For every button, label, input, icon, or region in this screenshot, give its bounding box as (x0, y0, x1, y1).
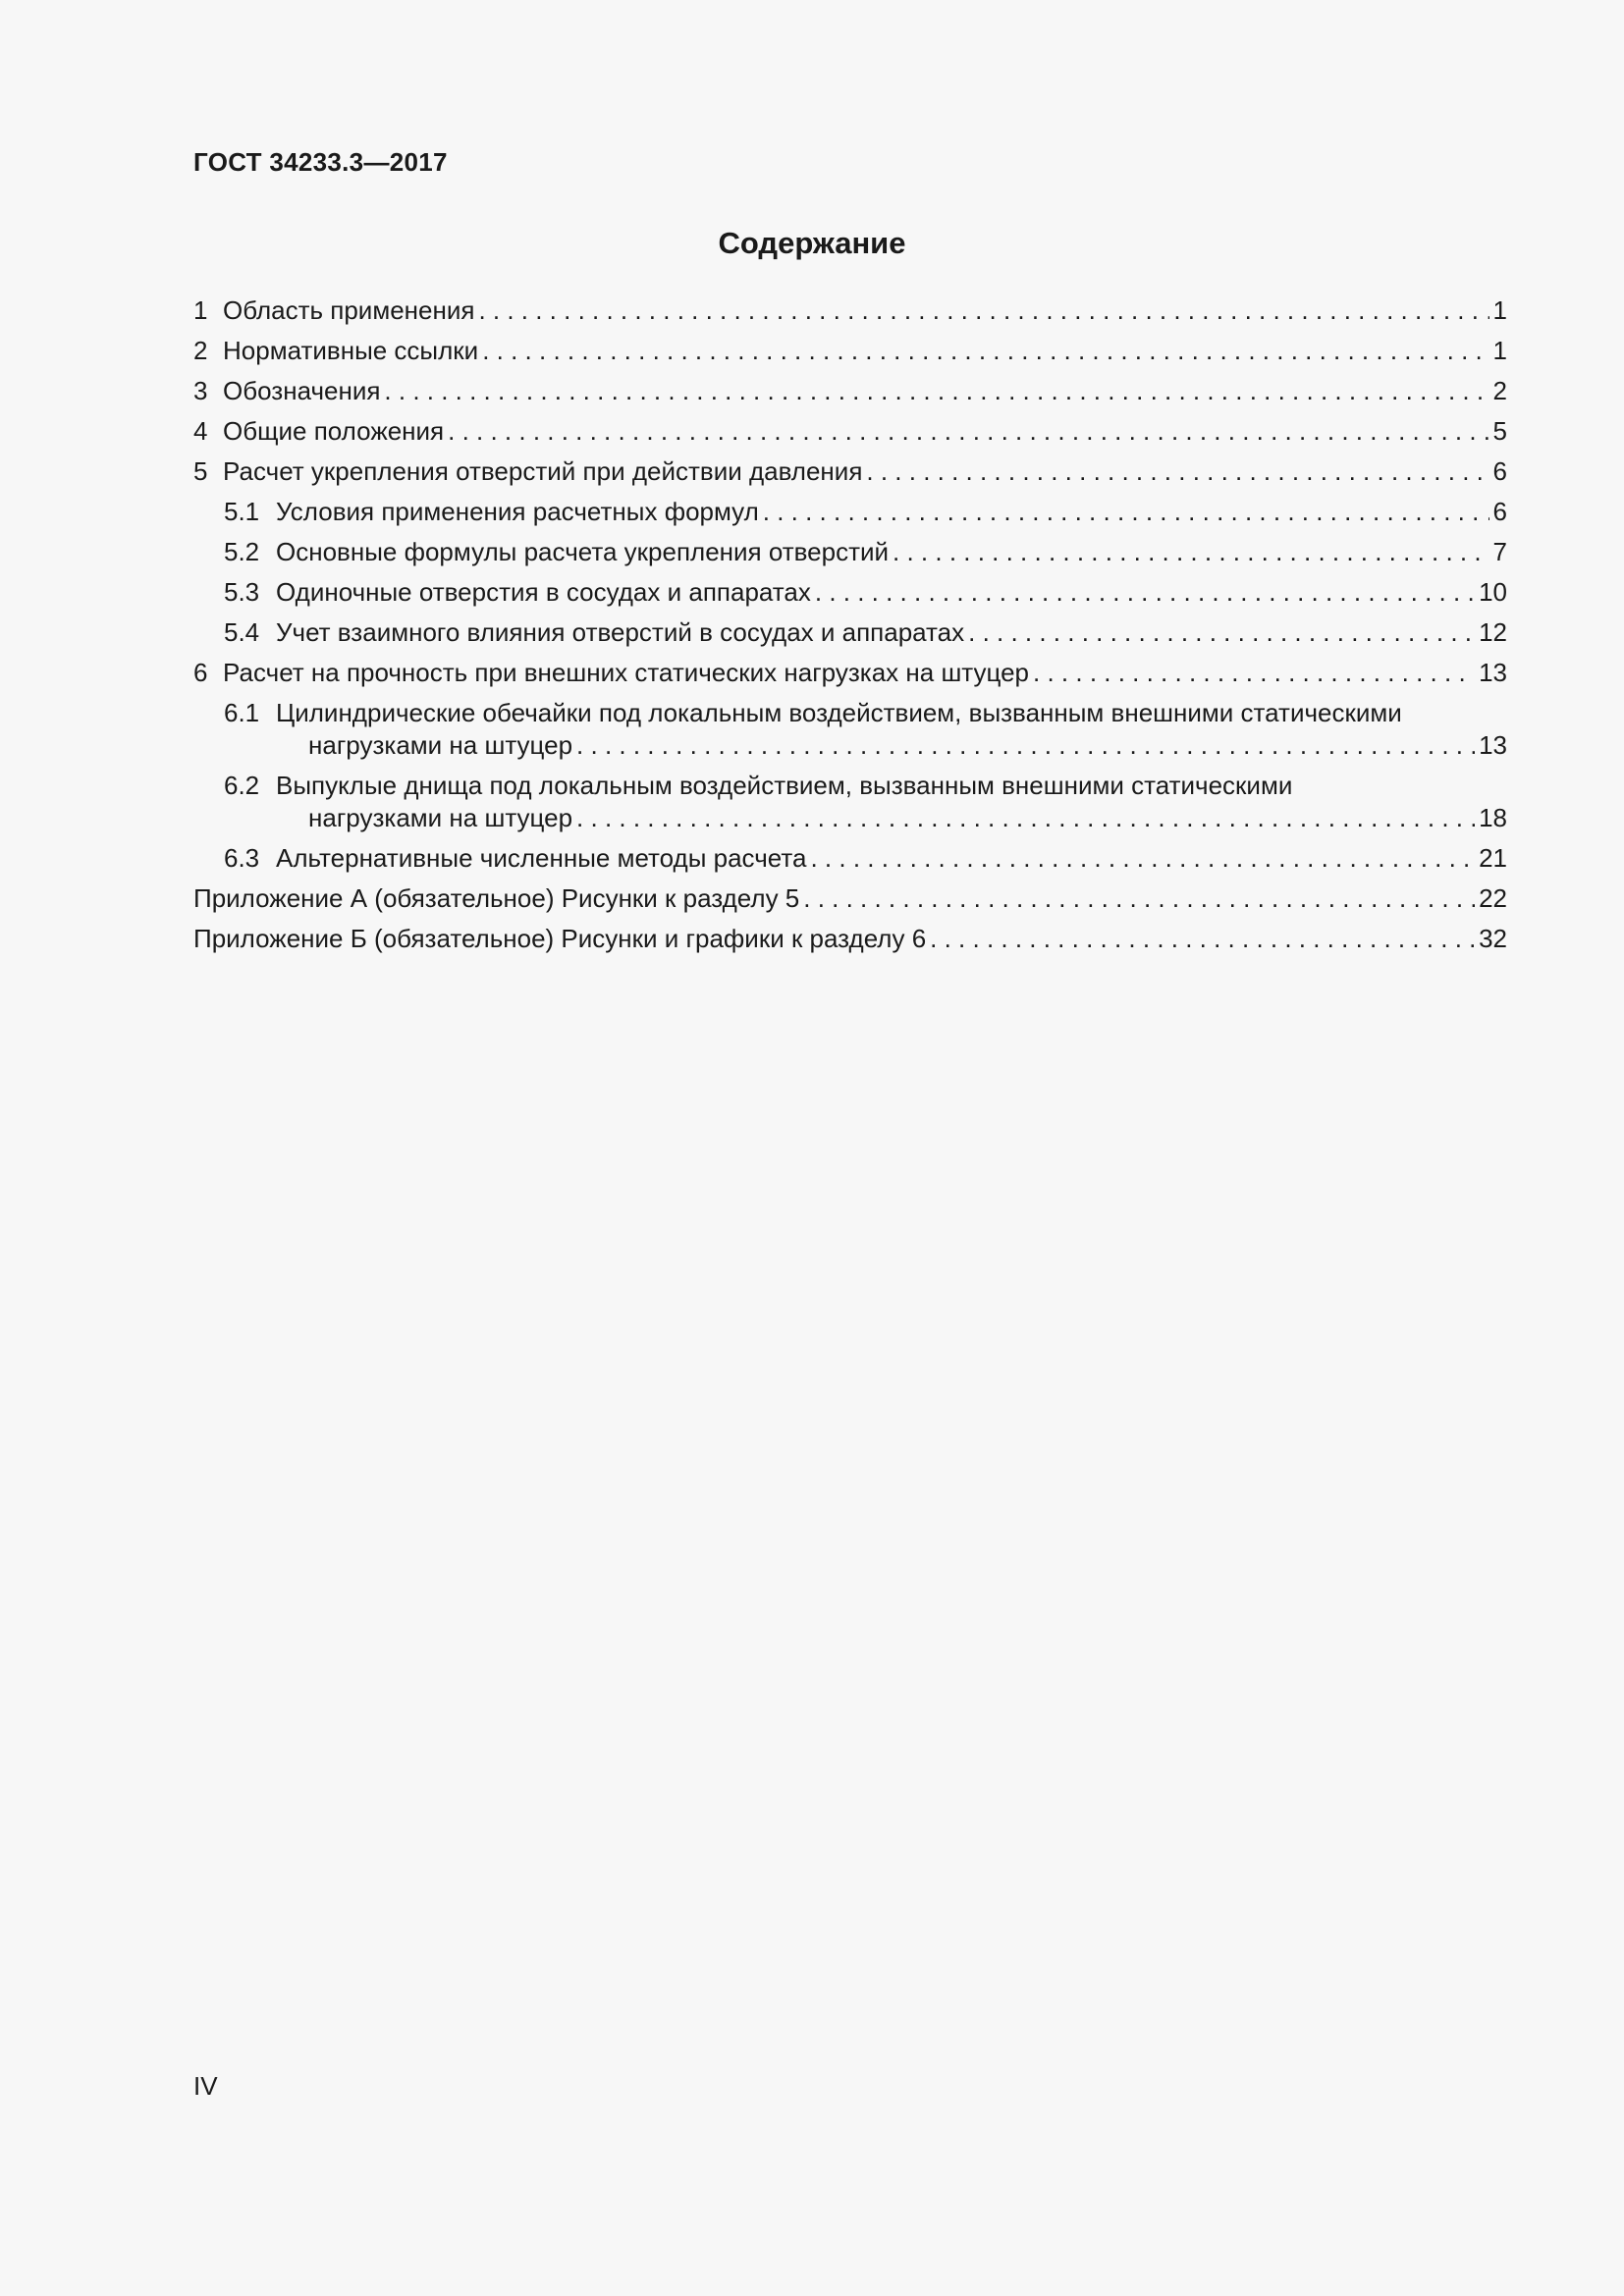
toc-entry-page: 18 (1479, 803, 1507, 832)
toc-entry-title: Расчет укрепления отверстий при действии давления (223, 456, 863, 486)
toc-entry-5-3[interactable] (193, 576, 1507, 609)
toc-entry-appendix-a[interactable] (193, 882, 1507, 915)
document-code: ГОСТ 34233.3—2017 (193, 147, 448, 177)
toc-leader-dots (384, 375, 1489, 407)
toc-entry-title: Альтернативные численные методы расчета (276, 843, 807, 873)
toc-entry-title: Цилиндрические обечайки под локальным воздействием, вызванным внешними статическими (276, 698, 1402, 727)
toc-entry-number: 6 (193, 658, 208, 687)
toc-entry-number: 1 (193, 295, 208, 325)
toc-leader-dots (1033, 657, 1475, 689)
toc-title: Содержание (718, 226, 906, 260)
toc-entry-title: Расчет на прочность при внешних статических нагрузках на штуцер (223, 658, 1030, 687)
toc-leader-dots (866, 455, 1489, 488)
toc-entry-title: Приложение А (обязательное) Рисунки к разделу 5 (193, 883, 800, 913)
toc-entry-number: 4 (193, 416, 208, 446)
toc-entry-5-1[interactable] (193, 496, 1507, 528)
toc-entry-page: 13 (1479, 730, 1507, 760)
toc-entry-page: 5 (1492, 416, 1507, 446)
toc-leader-dots (576, 729, 1475, 762)
toc-entry-title: Основные формулы расчета укрепления отверстий (276, 537, 890, 566)
toc-entry-2[interactable] (193, 335, 1507, 367)
toc-entry-6-1[interactable] (193, 697, 1507, 762)
toc-entry-6-2[interactable] (193, 770, 1507, 834)
toc-entry-number: 6.1 (224, 698, 260, 727)
toc-entry-number: 5 (193, 456, 208, 486)
toc-entry-page: 2 (1492, 376, 1507, 405)
toc-entry-4[interactable] (193, 415, 1507, 448)
toc-entry-number: 5.4 (224, 617, 260, 647)
toc-entry-number: 6.3 (224, 843, 260, 873)
toc-entry-page: 12 (1479, 617, 1507, 647)
toc-entry-page: 6 (1492, 497, 1507, 526)
toc-entry-1[interactable] (193, 294, 1507, 327)
toc-leader-dots (478, 294, 1489, 327)
toc-entry-page: 6 (1492, 456, 1507, 486)
toc-entry-number: 6.2 (224, 771, 260, 800)
toc-entry-5-4[interactable] (193, 616, 1507, 649)
toc-entry-page: 22 (1479, 883, 1507, 913)
toc-entry-appendix-b[interactable] (193, 923, 1507, 955)
toc-entry-number: 2 (193, 336, 208, 365)
toc-leader-dots (448, 415, 1489, 448)
toc-entry-title: Учет взаимного влияния отверстий в сосудах и аппаратах (276, 617, 965, 647)
toc-entry-title-continued: нагрузками на штуцер (308, 803, 573, 832)
toc-leader-dots (482, 335, 1489, 367)
toc-entry-number: 5.3 (224, 577, 260, 607)
toc-entry-title: Обозначения (223, 376, 381, 405)
toc-entry-5-2[interactable] (193, 536, 1507, 568)
toc-entry-number: 3 (193, 376, 208, 405)
table-of-contents (193, 294, 1507, 963)
toc-entry-title: Одиночные отверстия в сосудах и аппаратах (276, 577, 811, 607)
toc-entry-5[interactable] (193, 455, 1507, 488)
toc-entry-title: Общие положения (223, 416, 445, 446)
toc-entry-title: Условия применения расчетных формул (276, 497, 759, 526)
toc-entry-page: 1 (1492, 336, 1507, 365)
toc-entry-6[interactable] (193, 657, 1507, 689)
toc-entry-6-3[interactable] (193, 842, 1507, 875)
toc-leader-dots (968, 616, 1475, 649)
toc-entry-title-continued: нагрузками на штуцер (308, 730, 573, 760)
toc-entry-title: Область применения (223, 295, 475, 325)
toc-entry-page: 32 (1479, 924, 1507, 953)
toc-entry-title: Выпуклые днища под локальным воздействием, вызванным внешними статическими (276, 771, 1293, 800)
toc-entry-number: 5.2 (224, 537, 260, 566)
toc-leader-dots (576, 802, 1475, 834)
toc-entry-title: Приложение Б (обязательное) Рисунки и графики к разделу 6 (193, 924, 927, 953)
toc-entry-page: 1 (1492, 295, 1507, 325)
toc-leader-dots (810, 842, 1475, 875)
toc-leader-dots (803, 882, 1475, 915)
toc-leader-dots (763, 496, 1489, 528)
toc-leader-dots (893, 536, 1489, 568)
toc-leader-dots (930, 923, 1475, 955)
toc-leader-dots (815, 576, 1475, 609)
toc-entry-number: 5.1 (224, 497, 260, 526)
toc-entry-page: 10 (1479, 577, 1507, 607)
toc-entry-3[interactable] (193, 375, 1507, 407)
toc-entry-page: 7 (1492, 537, 1507, 566)
toc-entry-page: 13 (1479, 658, 1507, 687)
toc-entry-title: Нормативные ссылки (223, 336, 479, 365)
page-number: IV (193, 2071, 218, 2101)
toc-entry-page: 21 (1479, 843, 1507, 873)
